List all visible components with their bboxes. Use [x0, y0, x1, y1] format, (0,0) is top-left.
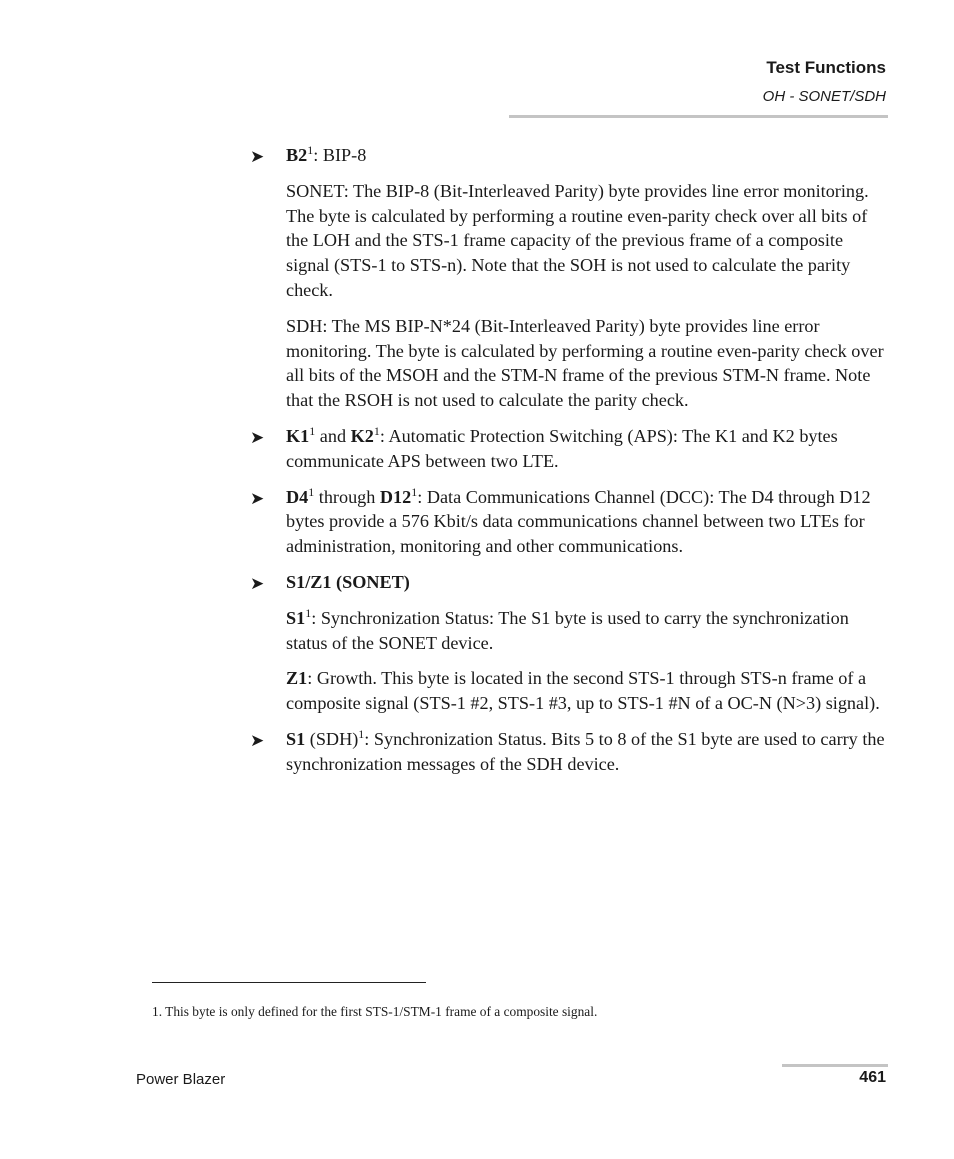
footnote-ref: 1	[358, 726, 365, 741]
b2-sonet-paragraph: SONET: The BIP-8 (Bit-Interleaved Parity) byte provides line error monitoring. The byte is calculated by performing a routine even-parity check over all bits of the LOH and the STS-1 frame capacity of the previous frame of a composite signal (STS-1 to STS-n). Note that the SOH is not used to calculate the parity check.	[286, 180, 869, 300]
s1z1-heading: S1/Z1 (SONET)	[286, 571, 410, 592]
header-title: Test Functions	[766, 58, 886, 77]
z1-desc: : Growth. This byte is located in the second STS-1 through STS-n frame of a composite signal (STS-1 #2, STS-1 #3, up to STS-1 #N of a OC-N (N>3) signal).	[286, 668, 880, 714]
page-number: 461	[859, 1069, 886, 1086]
footnote-text: 1. This byte is only defined for the first STS-1/STM-1 frame of a composite signal.	[152, 1004, 598, 1019]
term-d4: D4	[286, 486, 309, 507]
footnote-rule	[152, 982, 426, 983]
header-rule	[509, 115, 888, 118]
bullet-s1-sdh	[250, 727, 890, 777]
footnote-ref: 1	[307, 143, 314, 157]
bullet-arrow-icon: ➤	[250, 730, 265, 750]
bullet-arrow-icon: ➤	[250, 427, 265, 447]
footnote-ref: 1	[411, 484, 418, 499]
s1-desc: : Synchronization Status: The S1 byte is used to carry the synchronization status of the SONET device.	[286, 607, 849, 653]
header-subtitle: OH - SONET/SDH	[762, 88, 886, 105]
s1-sdh-desc: : Synchronization Status. Bits 5 to 8 of the S1 byte are used to carry the synchronization messages of the SDH device.	[286, 728, 885, 774]
term-k2: K2	[350, 425, 374, 446]
term-s1-sdh: S1	[286, 728, 306, 749]
z1-paragraph	[250, 666, 890, 716]
bullet-d4-d12	[250, 485, 890, 559]
s1-sdh-qualifier: (SDH)	[305, 728, 359, 749]
term-s1: S1	[286, 607, 306, 628]
bullet-b2	[250, 143, 890, 168]
footnote-ref: 1	[309, 423, 316, 438]
joiner: through	[314, 486, 380, 507]
bullet-arrow-icon: ➤	[250, 147, 265, 166]
bullet-k1k2	[250, 424, 890, 474]
footer-product: Power Blazer	[136, 1071, 226, 1088]
term-z1: Z1	[286, 668, 308, 689]
term-b2: B2	[286, 145, 308, 165]
page-body	[250, 143, 890, 788]
footnote-ref: 1	[373, 423, 380, 438]
s1-sonet-paragraph	[250, 606, 890, 656]
term-d12: D12	[379, 486, 412, 507]
d-desc: : Data Communications Channel (DCC): The D4 through D12 bytes provide a 576 Kbit/s data communications channel between two LTEs for administration, monitoring and other communications.	[286, 486, 871, 557]
bullet-arrow-icon: ➤	[250, 573, 265, 593]
k-desc: : Automatic Protection Switching (APS): The K1 and K2 bytes communicate APS between two LTE.	[286, 425, 838, 471]
term-k1: K1	[286, 425, 310, 446]
joiner: and	[315, 425, 351, 446]
footer-rule	[782, 1064, 888, 1067]
footnote-ref: 1	[308, 484, 315, 499]
bullet-arrow-icon: ➤	[250, 488, 265, 508]
b2-desc: : BIP-8	[313, 145, 367, 165]
bullet-s1z1	[250, 570, 890, 595]
b2-sdh-paragraph: SDH: The MS BIP-N*24 (Bit-Interleaved Parity) byte provides line error monitoring. The byte is calculated by performing a routine even-parity check over all bits of the MSOH and the STM-N frame of the previous STM-N frame. Note that the RSOH is not used to calculate the parity check.	[286, 315, 884, 411]
footnote-ref: 1	[305, 605, 312, 620]
